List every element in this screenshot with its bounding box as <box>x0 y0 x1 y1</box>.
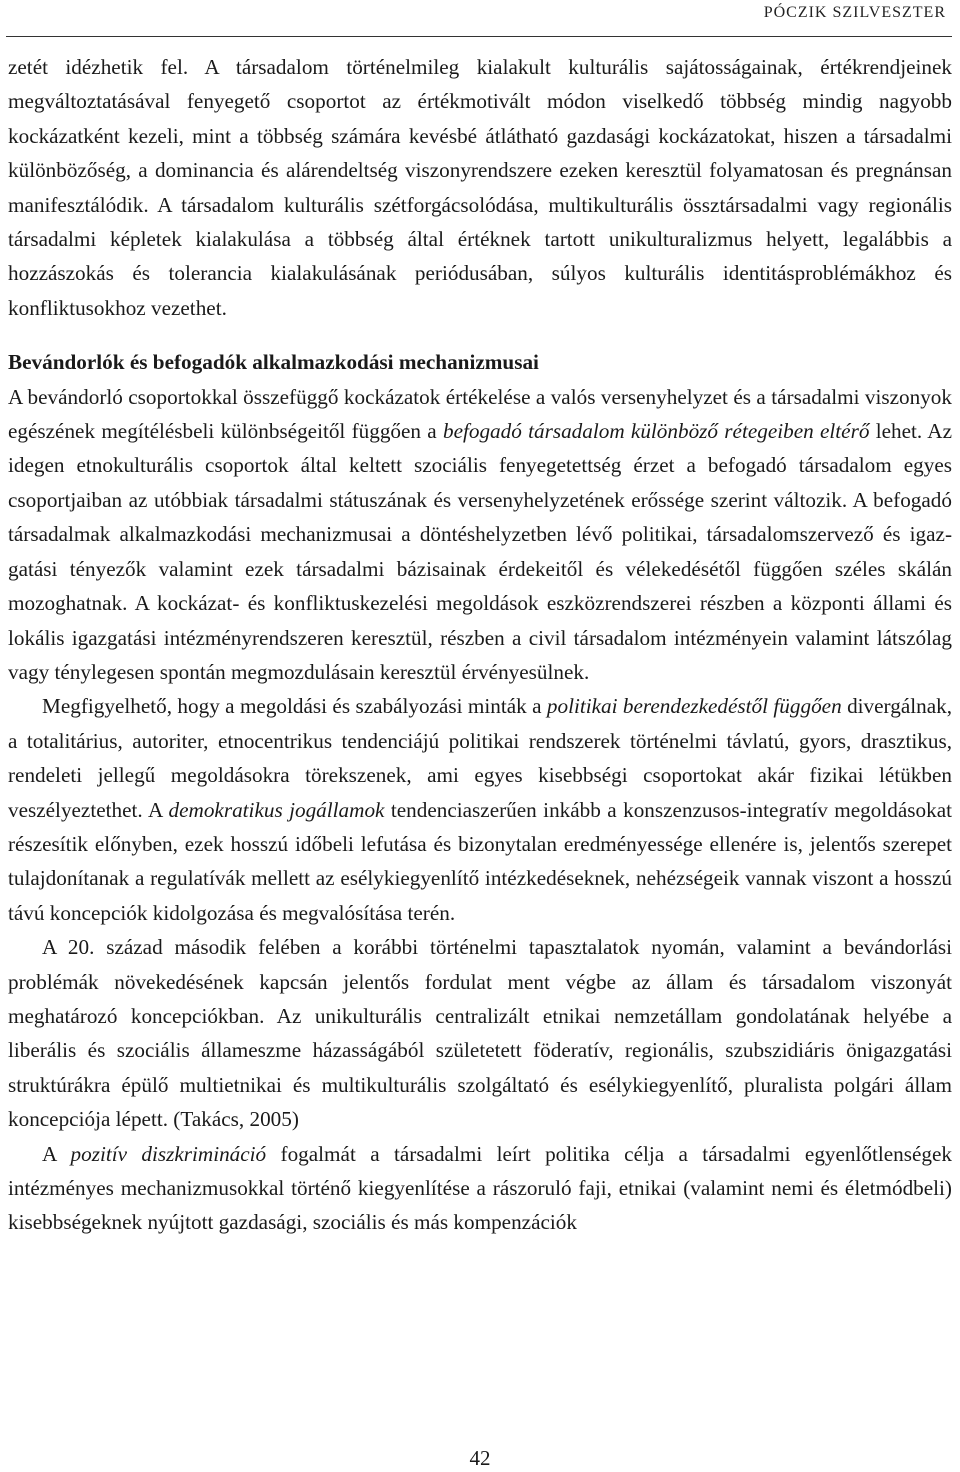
emphasis: politikai berendezkedéstől függően <box>546 694 842 719</box>
emphasis: demokratikus jogállamok <box>168 797 385 822</box>
emphasis: pozitív diszkrimináció <box>70 1141 267 1166</box>
paragraph-continuation: zetét idézhetik fel. A társadalom történelmileg kialakult kulturális sajátosságainak, értékrendjeinek megváltoztatásával fenyegető csoportot az értékmotivált módon viselkedő többség mindig nagyobb kockázatként kezeli, mint a többség számára kevésbé átlátható gazdasági kockázatokat, hiszen a társadalmi különbözőség, a dominancia és alárendeltség viszonyrendszere ezeken keresztül folyamatosan és pregnánsan manifesztálódik. A társadalom kulturális szétforgácsolódása, multikulturális össztársadalmi vagy regionális társadalmi képletek kialakulása a többség által értéknek tartott unikulturalizmus helyett, legalábbis a hozzászokás és tolerancia kialakulásának periódusában, súlyos kulturális identitásproblémákhoz és konfliktusokhoz vezethet. <box>8 55 952 320</box>
body-text <box>8 50 952 1240</box>
paragraph-political-systems <box>8 689 952 930</box>
text-run: Megfigyelhető, hogy a megoldási és szabályozási minták a <box>42 694 547 719</box>
text-run: divergálnak, a totalitárius, autoriter, etnocentrikus tendenciájú politikai rendszerek történelmi távlatú, gyors, drasztikus, rendeleti jellegű megoldásokra törekszenek, ami egyes kisebbségi csoportokat akár fizikai létükben veszélyeztethet. A <box>8 694 952 822</box>
emphasis: befogadó társadalom különböző rétegeiben eltérő <box>442 419 870 444</box>
text-run: tendenciaszerűen inkább a konszenzusos-integratív megoldásokat részesítik előnyben, ezek hosszú időbeli lefutása és bizonytalan eredményessége ellenére is, jelentős szerepet tulajdonítanak a regulatívák mellett az esélykiegyenlítő intézkedéseknek, nehézségeik vannak viszont a hosszú távú koncepciók kidolgozása és megvalósítása terén. <box>8 797 952 925</box>
text-run: fogalmát a társadalmi leírt politika célja a társadalmi egyenlőtlenségek intézményes mechanizmusokkal történő kiegyenlítése a rászoruló faji, etnikai (valamint nemi és életmódbeli) kisebbségeknek nyújtott gazdasági, szociális és más kompenzációk <box>8 1141 953 1235</box>
header-rule <box>6 36 952 37</box>
paragraph-20th-century: A 20. század második felében a korábbi történelmi tapasztalatok nyomán, valamint a bevándorlási problémák növekedésének kapcsán jelentős fordulat ment végbe az állam és társadalom viszonyát meghatározó koncepciókban. Az unikulturális centralizált etnikai nemzetállam gondolatának helyébe a liberális és szociális állameszme házasságából születetett föderatív, regionális, szubszidiáris önigazgatási struktúrákra épülő multietnikai és multikulturális szolgáltató és esélykiegyenlítő, pluralista polgári állam koncepciója lépett. (Takács, 2005) <box>8 935 952 1132</box>
paragraph-positive-discrimination <box>8 1137 952 1240</box>
running-head: PÓCZIK SZILVESZTER <box>763 4 946 21</box>
text-run: A bevándorló csoportokkal összefüggő kockázatok értékelése a valós versenyhelyzet és a társadalmi viszonyok egészének megítélésbeli különbségeitől függően a <box>8 384 952 444</box>
paragraph-adaptation <box>8 380 952 690</box>
section-heading: Bevándorlók és befogadók alkalmazkodási mechanizmusai <box>8 350 539 375</box>
text-run: A <box>42 1141 71 1166</box>
page-number: 42 <box>469 1446 491 1470</box>
text-run: lehet. Az idegen etnokulturális csoportok által keltett szociális fenyegetettség érzet a befogadó társadalom egyes csoportjaiban az utóbbiak társadalmi státuszának és versenyhelyzetének erőssége szerint változik. A befogadó társadalmak alkalmazkodási mechanizmusai a döntéshelyzetben lévő politikai, társadalomszervező és igazgatási tényezők valamint ezek társadalmi bázisainak érdekeitől és vélekedésétől függően széles skálán mozoghatnak. A kockázat- és konfliktuskezelési megoldások eszközrendszerei részben a központi állami és lokális igazgatási intézményrendszeren keresztül, részben a civil társadalom intézményein valamint látszólag vagy ténylegesen spontán megmozdulásain keresztül érvényesülnek. <box>8 419 952 684</box>
